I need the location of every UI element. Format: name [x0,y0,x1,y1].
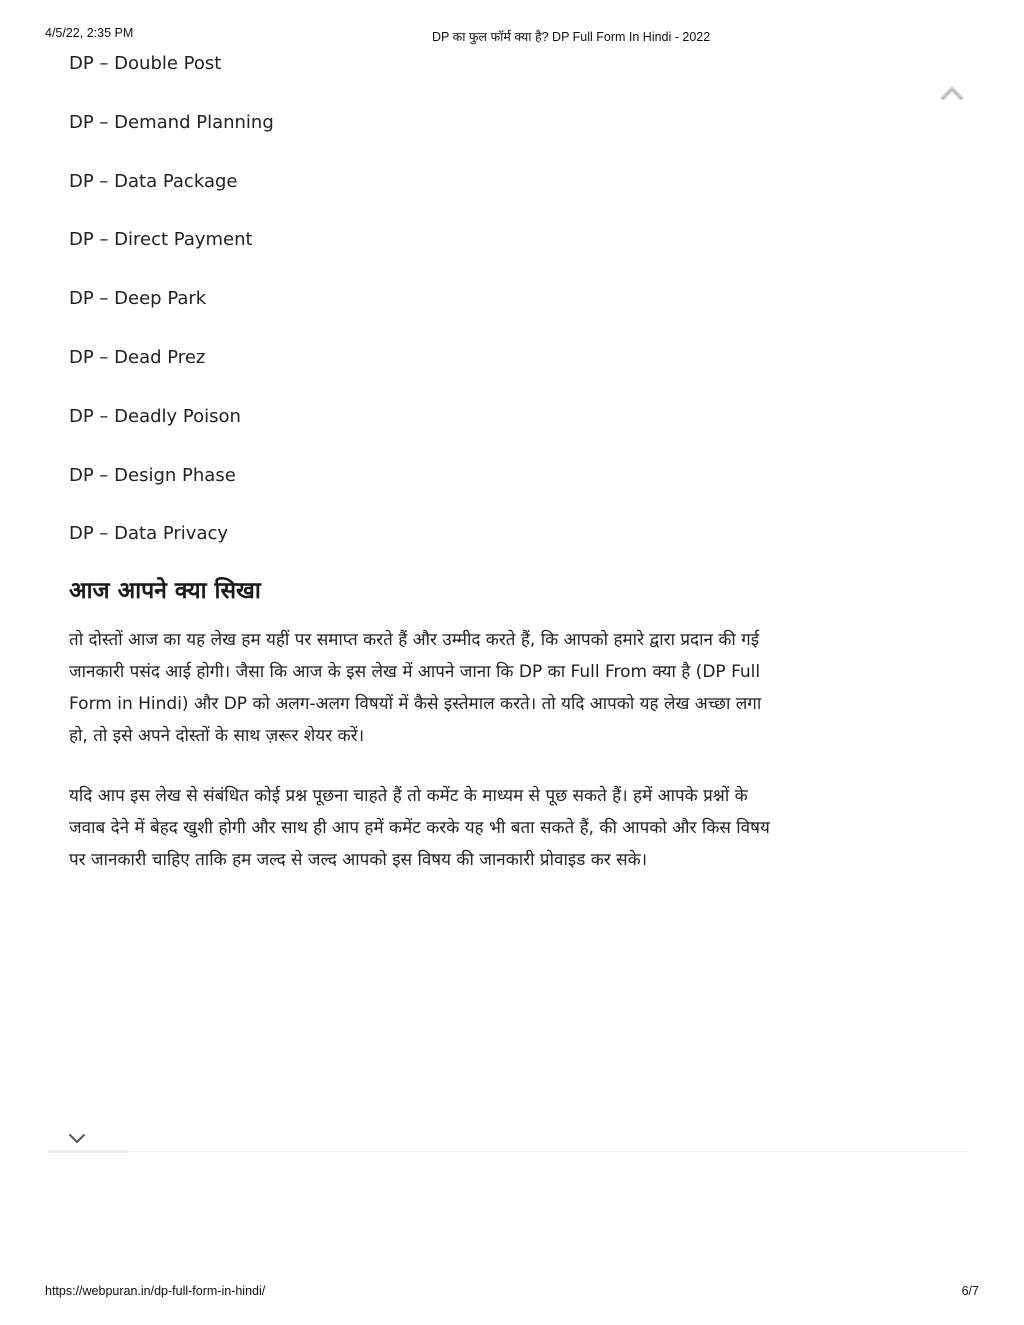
list-item: DP – Demand Planning [69,111,274,133]
list-item: DP – Data Privacy [69,523,229,545]
section-heading: आज आपने क्या सिखा [69,578,261,604]
divider [48,1151,968,1152]
list-item: DP – Deadly Poison [69,405,241,427]
comment-paragraph: यदि आप इस लेख से संबंधित कोई प्रश्न पूछना चाहते हैं तो कमेंट के माध्यम से पूछ सकते हैं। हमें आपके प्रश्नों के जवाब देने में बेहद खुशी होगी और साथ ही आप हमें कमेंट करके यह भी बता सकते हैं, की आपको और किस विषय पर जानकारी चाहिए ताकि हम जल्द से जल्द आपको इस विषय की जानकारी प्रोवाइड कर सके। [69,786,770,870]
print-page-number: 6/7 [961,1284,979,1298]
print-header [0,24,1024,44]
print-page-title: DP का फुल फॉर्म क्या है? DP Full Form In Hindi - 2022 [432,30,711,44]
list-item: DP – Direct Payment [69,229,253,251]
divider-accent [48,1150,128,1153]
list-item: DP – Double Post [69,53,222,74]
print-url: https://webpuran.in/dp-full-form-in-hindi/ [45,1284,266,1298]
chevron-down-icon[interactable] [66,1130,88,1146]
dp-full-form-list [69,52,274,581]
list-item: DP – Design Phase [69,464,236,486]
list-item: DP – Data Package [69,170,238,192]
list-item: DP – Deep Park [69,288,207,310]
conclusion-paragraph: तो दोस्तों आज का यह लेख हम यहीं पर समाप्त करते हैं और उम्मीद करते हैं, कि आपको हमारे द्वारा प्रदान की गई जानकारी पसंद आई होगी। जैसा कि आज के इस लेख में आपने जाना कि DP का Full From क्या है (DP Full Form in Hindi) और DP को अलग-अलग विषयों में कैसे इस्तेमाल करते। तो यदि आपको यह लेख अच्छा लगा हो, तो इसे अपने दोस्तों के साथ ज़रूर शेयर करें। [69,630,762,746]
print-datetime: 4/5/22, 2:35 PM [45,26,134,40]
print-footer [0,1284,1024,1304]
list-item: DP – Dead Prez [69,346,206,368]
chevron-up-icon[interactable] [938,82,966,104]
